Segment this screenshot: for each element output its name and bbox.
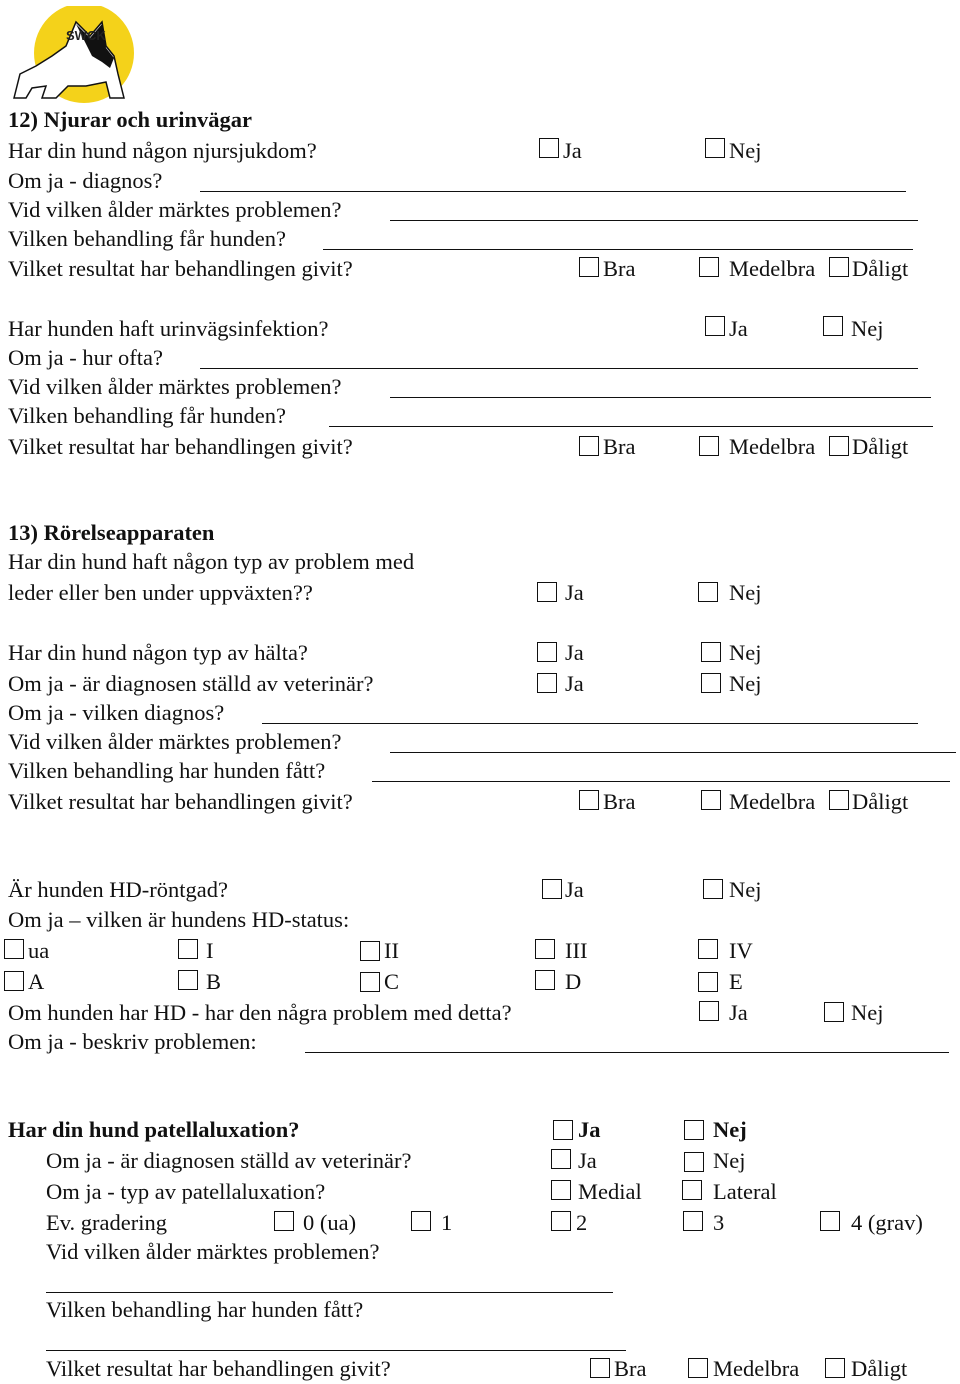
hd-grade-C-checkbox[interactable] bbox=[360, 972, 380, 992]
uti-result-bad-label: Dåligt bbox=[852, 434, 909, 459]
uti-frequency-line[interactable] bbox=[200, 368, 918, 369]
lameness-result-good-checkbox[interactable] bbox=[579, 790, 599, 810]
hd-grade-I-checkbox[interactable] bbox=[178, 939, 198, 959]
q-lameness-treatment: Vilken behandling har hunden fått? bbox=[8, 758, 326, 783]
section-title-13: 13) Rörelseapparaten bbox=[8, 520, 215, 545]
hd-yes-checkbox[interactable] bbox=[542, 879, 562, 899]
patella-vet-no-label: Nej bbox=[713, 1148, 746, 1173]
kidney-yes-label: Ja bbox=[563, 138, 582, 163]
kidney-result-medium-checkbox[interactable] bbox=[699, 257, 719, 277]
kidney-no-label: Nej bbox=[729, 138, 762, 163]
kidney-diagnosis-line[interactable] bbox=[200, 191, 906, 192]
q-uti-frequency: Om ja - hur ofta? bbox=[8, 345, 163, 370]
kidney-yes-checkbox[interactable] bbox=[539, 138, 559, 158]
hd-grade-IV-label: IV bbox=[729, 938, 753, 963]
hd-grade-B-checkbox[interactable] bbox=[178, 970, 198, 990]
q-hd-describe: Om ja - beskriv problemen: bbox=[8, 1029, 257, 1054]
q-kidney-diagnosis: Om ja - diagnos? bbox=[8, 168, 163, 193]
section-title-12: 12) Njurar och urinvägar bbox=[8, 107, 252, 132]
uti-result-medium-label: Medelbra bbox=[729, 434, 816, 459]
patella-result-medium-checkbox[interactable] bbox=[688, 1358, 708, 1378]
uti-treatment-line[interactable] bbox=[329, 426, 933, 427]
q-joint-problem-l2: leder eller ben under uppväxten?? bbox=[8, 580, 313, 605]
hd-grade-III-checkbox[interactable] bbox=[535, 939, 555, 959]
q-lameness: Har din hund någon typ av hälta? bbox=[8, 640, 308, 665]
patella-grade-0-label: 0 (ua) bbox=[303, 1210, 357, 1235]
q-patella-treatment: Vilken behandling har hunden fått? bbox=[46, 1297, 364, 1322]
hd-grade-III-label: III bbox=[565, 938, 588, 963]
hd-grade-ua-label: ua bbox=[28, 938, 50, 963]
lameness-yes-checkbox[interactable] bbox=[537, 642, 557, 662]
q-patella-vet: Om ja - är diagnosen ställd av veterinär? bbox=[46, 1148, 412, 1173]
logo-text: SWCK bbox=[66, 28, 106, 43]
lameness-result-medium-checkbox[interactable] bbox=[701, 790, 721, 810]
hd-grade-II-checkbox[interactable] bbox=[360, 941, 380, 961]
uti-no-label: Nej bbox=[851, 316, 884, 341]
joint-no-checkbox[interactable] bbox=[698, 582, 718, 602]
patella-lateral-checkbox[interactable] bbox=[682, 1180, 702, 1200]
patella-vet-yes-checkbox[interactable] bbox=[551, 1149, 571, 1169]
lameness-no-label: Nej bbox=[729, 640, 762, 665]
lameness-vet-yes-label: Ja bbox=[565, 671, 584, 696]
patella-vet-yes-label: Ja bbox=[578, 1148, 597, 1173]
lameness-no-checkbox[interactable] bbox=[701, 642, 721, 662]
lameness-result-good-label: Bra bbox=[603, 789, 636, 814]
patella-grade-0-checkbox[interactable] bbox=[274, 1211, 294, 1231]
hd-grade-A-checkbox[interactable] bbox=[4, 971, 24, 991]
q-lameness-age: Vid vilken ålder märktes problemen? bbox=[8, 729, 342, 754]
uti-yes-checkbox[interactable] bbox=[705, 316, 725, 336]
hd-grade-C-label: C bbox=[384, 969, 400, 994]
lameness-vet-no-label: Nej bbox=[729, 671, 762, 696]
joint-yes-label: Ja bbox=[565, 580, 584, 605]
patella-yes-checkbox[interactable] bbox=[553, 1120, 573, 1140]
lameness-result-medium-label: Medelbra bbox=[729, 789, 816, 814]
patella-result-medium-label: Medelbra bbox=[713, 1356, 800, 1381]
hd-no-label: Nej bbox=[729, 877, 762, 902]
q-lameness-diagnosis: Om ja - vilken diagnos? bbox=[8, 700, 225, 725]
patella-result-bad-label: Dåligt bbox=[851, 1356, 908, 1381]
kidney-no-checkbox[interactable] bbox=[705, 138, 725, 158]
q-joint-problem-l1: Har din hund haft någon typ av problem med bbox=[8, 549, 415, 574]
hd-grade-E-checkbox[interactable] bbox=[698, 972, 718, 992]
patella-grade-3-label: 3 bbox=[713, 1210, 725, 1235]
patella-yes-label: Ja bbox=[578, 1117, 601, 1142]
patella-grade-3-checkbox[interactable] bbox=[683, 1211, 703, 1231]
uti-result-good-checkbox[interactable] bbox=[579, 436, 599, 456]
hd-grade-ua-checkbox[interactable] bbox=[4, 939, 24, 959]
joint-yes-checkbox[interactable] bbox=[537, 582, 557, 602]
uti-yes-label: Ja bbox=[729, 316, 748, 341]
patella-lateral-label: Lateral bbox=[713, 1179, 777, 1204]
patella-result-good-label: Bra bbox=[614, 1356, 647, 1381]
uti-result-medium-checkbox[interactable] bbox=[699, 436, 719, 456]
q-lameness-result: Vilket resultat har behandlingen givit? bbox=[8, 789, 353, 814]
patella-result-good-checkbox[interactable] bbox=[590, 1358, 610, 1378]
lameness-vet-yes-checkbox[interactable] bbox=[537, 673, 557, 693]
uti-result-bad-checkbox[interactable] bbox=[829, 436, 849, 456]
kidney-age-line[interactable] bbox=[390, 220, 918, 221]
q-uti-age: Vid vilken ålder märktes problemen? bbox=[8, 374, 342, 399]
hd-grade-A-label: A bbox=[28, 969, 45, 994]
hd-grade-II-label: II bbox=[384, 938, 399, 963]
kidney-result-bad-checkbox[interactable] bbox=[829, 257, 849, 277]
hd-grade-E-label: E bbox=[729, 969, 743, 994]
q-uti: Har hunden haft urinvägsinfektion? bbox=[8, 316, 329, 341]
patella-no-checkbox[interactable] bbox=[684, 1120, 704, 1140]
q-patella-type: Om ja - typ av patellaluxation? bbox=[46, 1179, 326, 1204]
patella-grade-1-checkbox[interactable] bbox=[411, 1211, 431, 1231]
q-uti-result: Vilket resultat har behandlingen givit? bbox=[8, 434, 353, 459]
hd-grade-D-label: D bbox=[565, 969, 582, 994]
patella-grade-2-checkbox[interactable] bbox=[551, 1211, 571, 1231]
q-uti-treatment: Vilken behandling får hunden? bbox=[8, 403, 286, 428]
patella-result-bad-checkbox[interactable] bbox=[825, 1358, 845, 1378]
kidney-result-good-label: Bra bbox=[603, 256, 636, 281]
uti-age-line[interactable] bbox=[390, 397, 931, 398]
hd-yes-label: Ja bbox=[565, 877, 584, 902]
kidney-treatment-line[interactable] bbox=[323, 249, 913, 250]
hd-describe-line[interactable] bbox=[305, 1052, 949, 1053]
lameness-yes-label: Ja bbox=[565, 640, 584, 665]
hd-grade-IV-checkbox[interactable] bbox=[698, 939, 718, 959]
q-kidney-result: Vilket resultat har behandlingen givit? bbox=[8, 256, 353, 281]
uti-no-checkbox[interactable] bbox=[823, 316, 843, 336]
q-kidney-treatment: Vilken behandling får hunden? bbox=[8, 226, 286, 251]
lameness-result-bad-label: Dåligt bbox=[852, 789, 909, 814]
patella-age-line[interactable] bbox=[46, 1292, 613, 1293]
patella-grade-2-label: 2 bbox=[576, 1210, 588, 1235]
hd-problem-no-checkbox[interactable] bbox=[824, 1002, 844, 1022]
q-kidney-age: Vid vilken ålder märktes problemen? bbox=[8, 197, 342, 222]
lameness-vet-no-checkbox[interactable] bbox=[701, 673, 721, 693]
club-logo bbox=[6, 6, 138, 104]
lameness-diagnosis-line[interactable] bbox=[262, 723, 918, 724]
hd-grade-D-checkbox[interactable] bbox=[535, 970, 555, 990]
lameness-treatment-line[interactable] bbox=[372, 781, 950, 782]
lameness-result-bad-checkbox[interactable] bbox=[829, 790, 849, 810]
q-patella-result: Vilket resultat har behandlingen givit? bbox=[46, 1356, 391, 1381]
patella-treatment-line[interactable] bbox=[46, 1350, 626, 1351]
hd-problem-no-label: Nej bbox=[851, 1000, 884, 1025]
patella-grade-4-checkbox[interactable] bbox=[820, 1211, 840, 1231]
hd-problem-yes-label: Ja bbox=[729, 1000, 748, 1025]
kidney-result-bad-label: Dåligt bbox=[852, 256, 909, 281]
patella-no-label: Nej bbox=[713, 1117, 747, 1142]
hd-grade-B-label: B bbox=[206, 969, 222, 994]
patella-grade-1-label: 1 bbox=[441, 1210, 453, 1235]
q-hd-xray: Är hunden HD-röntgad? bbox=[8, 877, 228, 902]
hd-problem-yes-checkbox[interactable] bbox=[699, 1001, 719, 1021]
kidney-result-good-checkbox[interactable] bbox=[579, 257, 599, 277]
q-kidney-disease: Har din hund någon njursjukdom? bbox=[8, 138, 317, 163]
patella-grade-4-label: 4 (grav) bbox=[851, 1210, 923, 1235]
uti-result-good-label: Bra bbox=[603, 434, 636, 459]
q-hd-problem: Om hunden har HD - har den några problem med detta? bbox=[8, 1000, 512, 1025]
q-hd-status: Om ja – vilken är hundens HD-status: bbox=[8, 907, 350, 932]
q-patella-age: Vid vilken ålder märktes problemen? bbox=[46, 1239, 380, 1264]
q-patella-grading: Ev. gradering bbox=[46, 1210, 167, 1235]
kidney-result-medium-label: Medelbra bbox=[729, 256, 816, 281]
joint-no-label: Nej bbox=[729, 580, 762, 605]
hd-grade-I-label: I bbox=[206, 938, 214, 963]
lameness-age-line[interactable] bbox=[390, 752, 956, 753]
patella-vet-no-checkbox[interactable] bbox=[684, 1152, 704, 1172]
hd-no-checkbox[interactable] bbox=[703, 879, 723, 899]
patella-medial-checkbox[interactable] bbox=[551, 1180, 571, 1200]
q-lameness-vet: Om ja - är diagnosen ställd av veterinär? bbox=[8, 671, 374, 696]
patella-medial-label: Medial bbox=[578, 1179, 642, 1204]
q-patella: Har din hund patellaluxation? bbox=[8, 1117, 300, 1142]
